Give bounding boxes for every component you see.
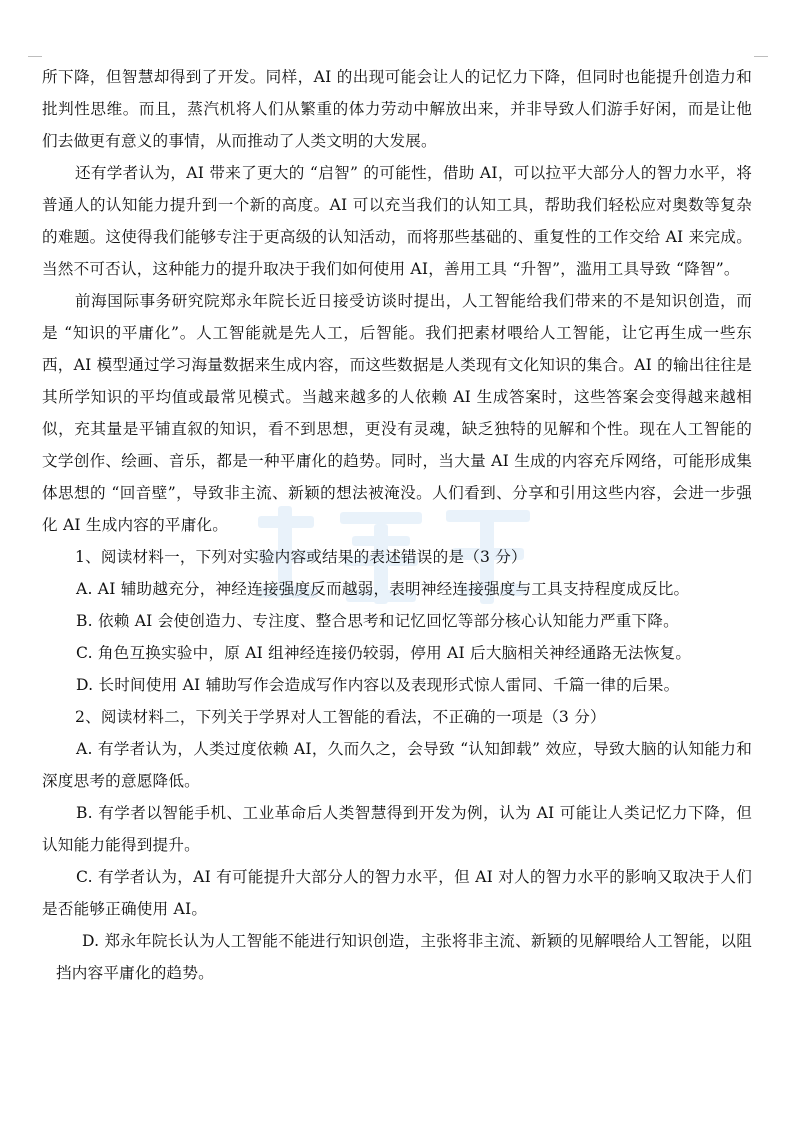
document-body — [42, 61, 752, 989]
question-1-option-b: B. 依赖 AI 会使创造力、专注度、整合思考和记忆回忆等部分核心认知能力严重下降。 — [76, 612, 679, 630]
question-2-option-d: D. 郑永年院长认为人工智能不能进行知识创造，主张将非主流、新颖的见解喂给人工智能，以阻挡内容平庸化的趋势。 — [56, 932, 753, 982]
crop-mark-left — [28, 56, 42, 57]
question-1-option-d: D. 长时间使用 AI 辅助写作会造成写作内容以及表现形式惊人雷同、千篇一律的后果。 — [76, 676, 680, 694]
crop-mark-right — [754, 56, 768, 57]
question-1-stem: 1、阅读材料一，下列对实验内容或结果的表述错误的是（3 分） — [75, 548, 527, 566]
question-1-option-a: A. AI 辅助越充分，神经连接强度反而越弱，表明神经连接强度与工具支持程度成反比。 — [76, 580, 690, 598]
question-2-option-c: C. 有学者认为，AI 有可能提升大部分人的智力水平，但 AI 对人的智力水平的影响又取决于人们是否能够正确使用 AI。 — [42, 868, 752, 918]
question-2-option-b: B. 有学者以智能手机、工业革命后人类智慧得到开发为例，认为 AI 可能让人类记忆力下降，但认知能力能得到提升。 — [42, 804, 752, 854]
question-2-option-a: A. 有学者认为，人类过度依赖 AI，久而久之，会导致 “认知卸载” 效应，导致大脑的认知能力和深度思考的意愿降低。 — [42, 740, 752, 790]
passage-paragraph: 还有学者认为，AI 带来了更大的 “启智” 的可能性，借助 AI，可以拉平大部分人的智力水平，将普通人的认知能力提升到一个新的高度。AI 可以充当我们的认知工具，帮助我们轻松应对奥数等复杂的难题。这使得我们能够专注于更高级的认知活动，而将那些基础的、重复性的工作交给 AI 来完成。当然不可否认，这种能力的提升取决于我们如何使用 AI，善用工具 “升智”，滥用工具导致 “降智”。 — [42, 164, 752, 278]
question-2-stem: 2、阅读材料二，下列关于学界对人工智能的看法，不正确的一项是（3 分） — [75, 708, 606, 726]
passage-paragraph: 前海国际事务研究院郑永年院长近日接受访谈时提出，人工智能给我们带来的不是知识创造，而是 “知识的平庸化”。人工智能就是先人工，后智能。我们把素材喂给人工智能，让它再生成一些东西，AI 模型通过学习海量数据来生成内容，而这些数据是人类现有文化知识的集合。AI 的输出往往是其所学知识的平均值或最常见模式。当越来越多的人依赖 AI 生成答案时，这些答案会变得越来越相似，充其量是平铺直叙的知识，看不到思想，更没有灵魂，缺乏独特的见解和个性。现在人工智能的文学创作、绘画、音乐，都是一种平庸化的趋势。同时，当大量 AI 生成的内容充斥网络，可能形成集体思想的 “回音壁”，导致非主流、新颖的想法被淹没。人们看到、分享和引用这些内容，会进一步强化 AI 生成内容的平庸化。 — [42, 292, 752, 534]
passage-paragraph: 所下降，但智慧却得到了开发。同样，AI 的出现可能会让人的记忆力下降，但同时也能提升创造力和批判性思维。而且，蒸汽机将人们从繁重的体力劳动中解放出来，并非导致人们游手好闲，而是让他们去做更有意义的事情，从而推动了人类文明的大发展。 — [42, 68, 752, 150]
question-1-option-c: C. 角色互换实验中，原 AI 组神经连接仍较弱，停用 AI 后大脑相关神经通路无法恢复。 — [76, 644, 692, 662]
